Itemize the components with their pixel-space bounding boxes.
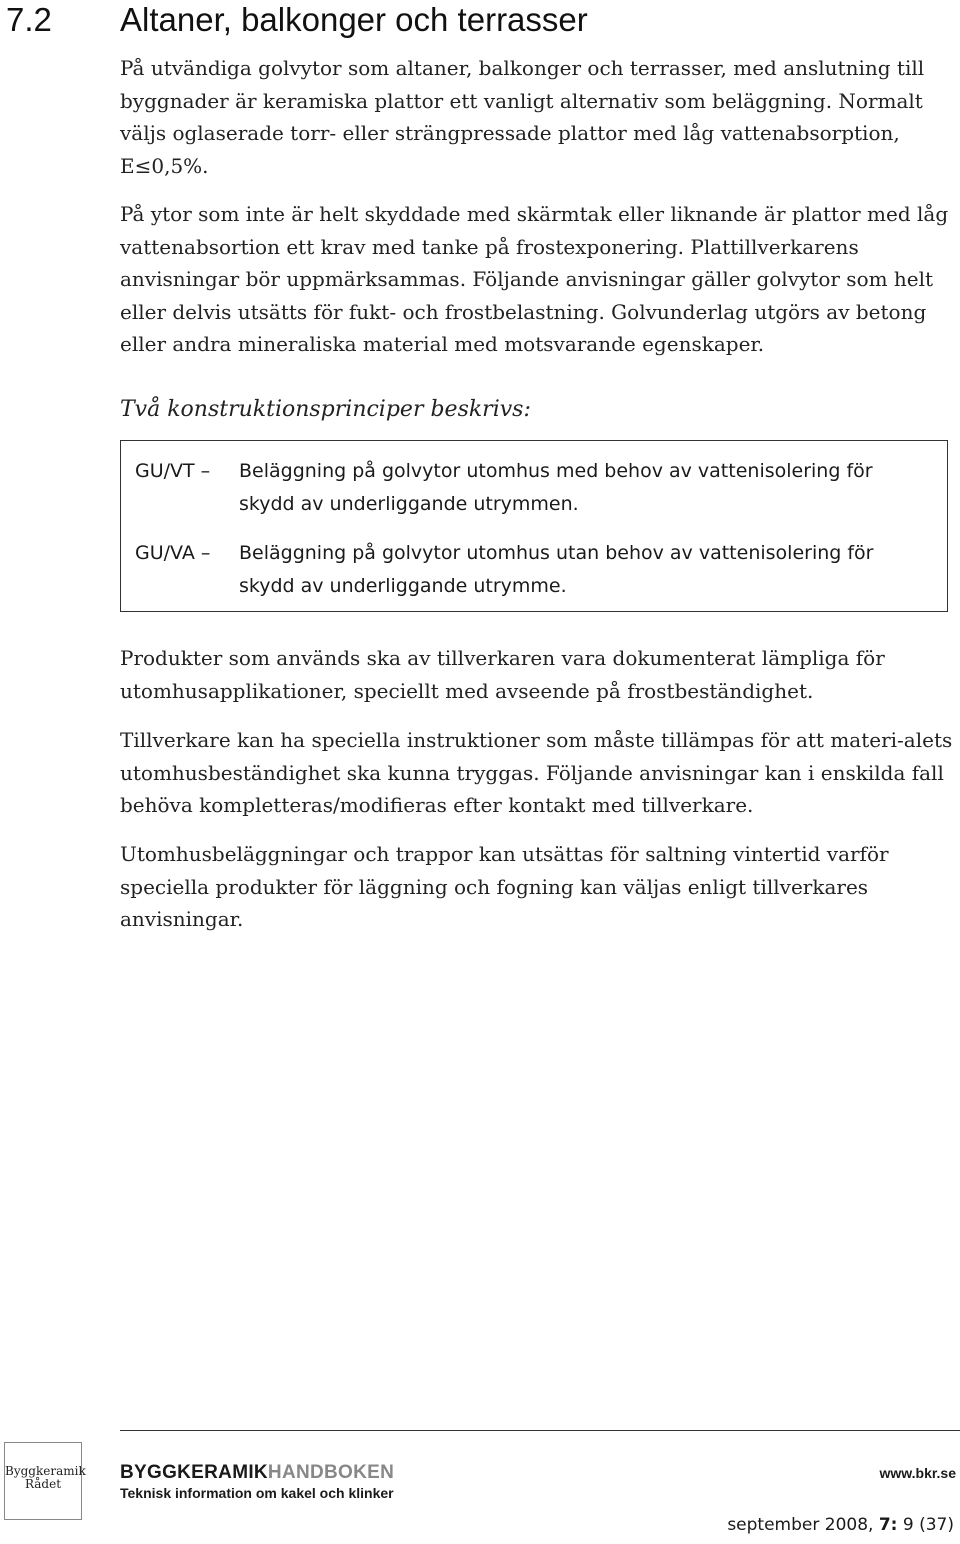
principles-heading: Två konstruktionsprinciper beskrivs: <box>120 397 531 422</box>
footer-divider <box>120 1430 960 1431</box>
page-footer <box>727 1515 954 1535</box>
paragraph-intro: På utvändiga golvytor som altaner, balkonger och terrasser, med anslutning till byggnader är keramiska plattor ett vanligt alternativ som beläggning. Normalt väljs oglaserade torr- eller strängpressade plattor med låg vattenabsorption, E≤0,5%. <box>120 56 925 178</box>
footer-page: 9 (37) <box>902 1515 954 1535</box>
brand-part-1: BYGGKERAMIK <box>120 1462 268 1483</box>
footer-date: september 2008, <box>727 1515 874 1535</box>
principle-description: Beläggning på golvytor utomhus med behov av vattenisolering för skydd av underliggande utrymmen. <box>239 460 873 515</box>
logo-line-1: Byggkeramik <box>5 1464 86 1478</box>
byggkeramik-radet-logo <box>4 1442 86 1520</box>
brand-tagline: Teknisk information om kakel och klinker <box>120 1485 394 1501</box>
website-link[interactable]: www.bkr.se <box>879 1465 956 1481</box>
paragraph-frost: På ytor som inte är helt skyddade med skärmtak eller liknande är plattor med låg vattenabsortion ett krav med tanke på frostexponering. Plattillverkarens anvisningar bör uppmärksammas. Följande anvisningar gäller golvytor som helt eller delvis utsätts för fukt- och frostbelastning. Golvunderlag utgörs av betong eller andra mineraliska material med motsvarande egenskaper. <box>120 202 949 356</box>
footer-chapter: 7: <box>878 1515 898 1535</box>
logo-line-2: Rådet <box>24 1477 62 1491</box>
brand-name <box>120 1462 394 1484</box>
paragraph-manufacturer: Tillverkare kan ha speciella instruktioner som måste tillämpas för att materi-alets utomhusbeständighet ska kunna tryggas. Följande anvisningar kan i enskilda fall behöva kompletteras/modifieras efter kontakt med tillverkare. <box>120 728 953 817</box>
section-title: Altaner, balkonger och terrasser <box>120 1 588 38</box>
brand-part-2: HANDBOKEN <box>267 1462 395 1483</box>
paragraph-salting: Utomhusbeläggningar och trappor kan utsättas för saltning vintertid varför speciella produkter för läggning och fogning kan väljas enligt tillverkares anvisningar. <box>120 842 889 931</box>
principle-code: GU/VT – <box>135 460 211 482</box>
section-number: 7.2 <box>6 1 52 38</box>
principles-box <box>120 440 948 612</box>
principle-code: GU/VA – <box>135 542 211 564</box>
principle-description: Beläggning på golvytor utomhus utan behov av vattenisolering för skydd av underliggande utrymme. <box>239 542 874 597</box>
paragraph-products: Produkter som används ska av tillverkaren vara dokumenterat lämpliga för utomhusapplikationer, speciellt med avseende på frostbeständighet. <box>120 646 885 703</box>
